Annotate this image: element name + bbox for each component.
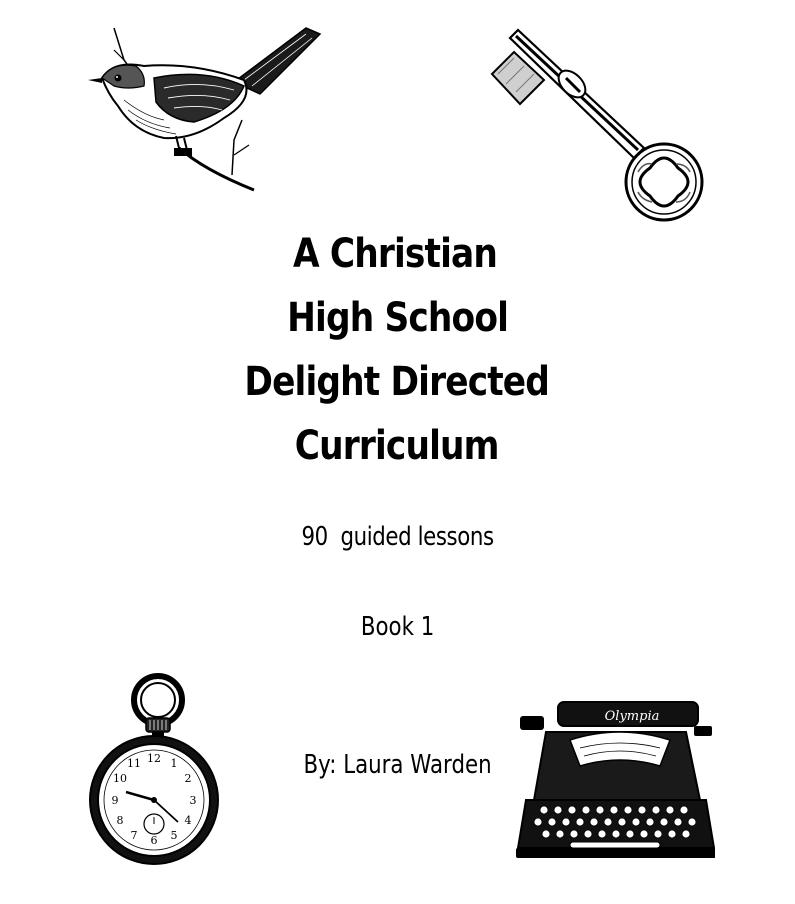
author-byline: By: Laura Warden bbox=[303, 750, 492, 780]
book-number: Book 1 bbox=[360, 612, 435, 642]
title-line-2: High School bbox=[287, 295, 509, 341]
title-line-4: Curriculum bbox=[294, 423, 499, 469]
watch-numeral-8: 8 bbox=[116, 814, 124, 827]
watch-numeral-6: 6 bbox=[150, 834, 158, 847]
typewriter-brand: Olympia bbox=[604, 709, 660, 724]
pocket-watch-illustration bbox=[82, 672, 224, 867]
watch-numeral-2: 2 bbox=[184, 772, 192, 785]
lesson-count-subtitle: 90 guided lessons bbox=[301, 522, 494, 552]
skeleton-key-illustration bbox=[488, 22, 718, 227]
watch-numeral-11: 11 bbox=[127, 757, 141, 770]
watch-numeral-1: 1 bbox=[170, 757, 178, 770]
title-line-3: Delight Directed bbox=[244, 359, 550, 405]
watch-numeral-9: 9 bbox=[111, 794, 119, 807]
watch-numeral-12: 12 bbox=[147, 752, 161, 765]
title-line-1: A Christian bbox=[292, 231, 498, 277]
watch-numeral-3: 3 bbox=[189, 794, 197, 807]
watch-numeral-7: 7 bbox=[130, 829, 138, 842]
watch-numeral-5: 5 bbox=[170, 829, 178, 842]
book-title bbox=[56, 222, 740, 478]
watch-numeral-4: 4 bbox=[184, 814, 192, 827]
typewriter-illustration bbox=[510, 688, 715, 863]
watch-numeral-10: 10 bbox=[113, 772, 127, 785]
bird-illustration bbox=[84, 20, 329, 195]
